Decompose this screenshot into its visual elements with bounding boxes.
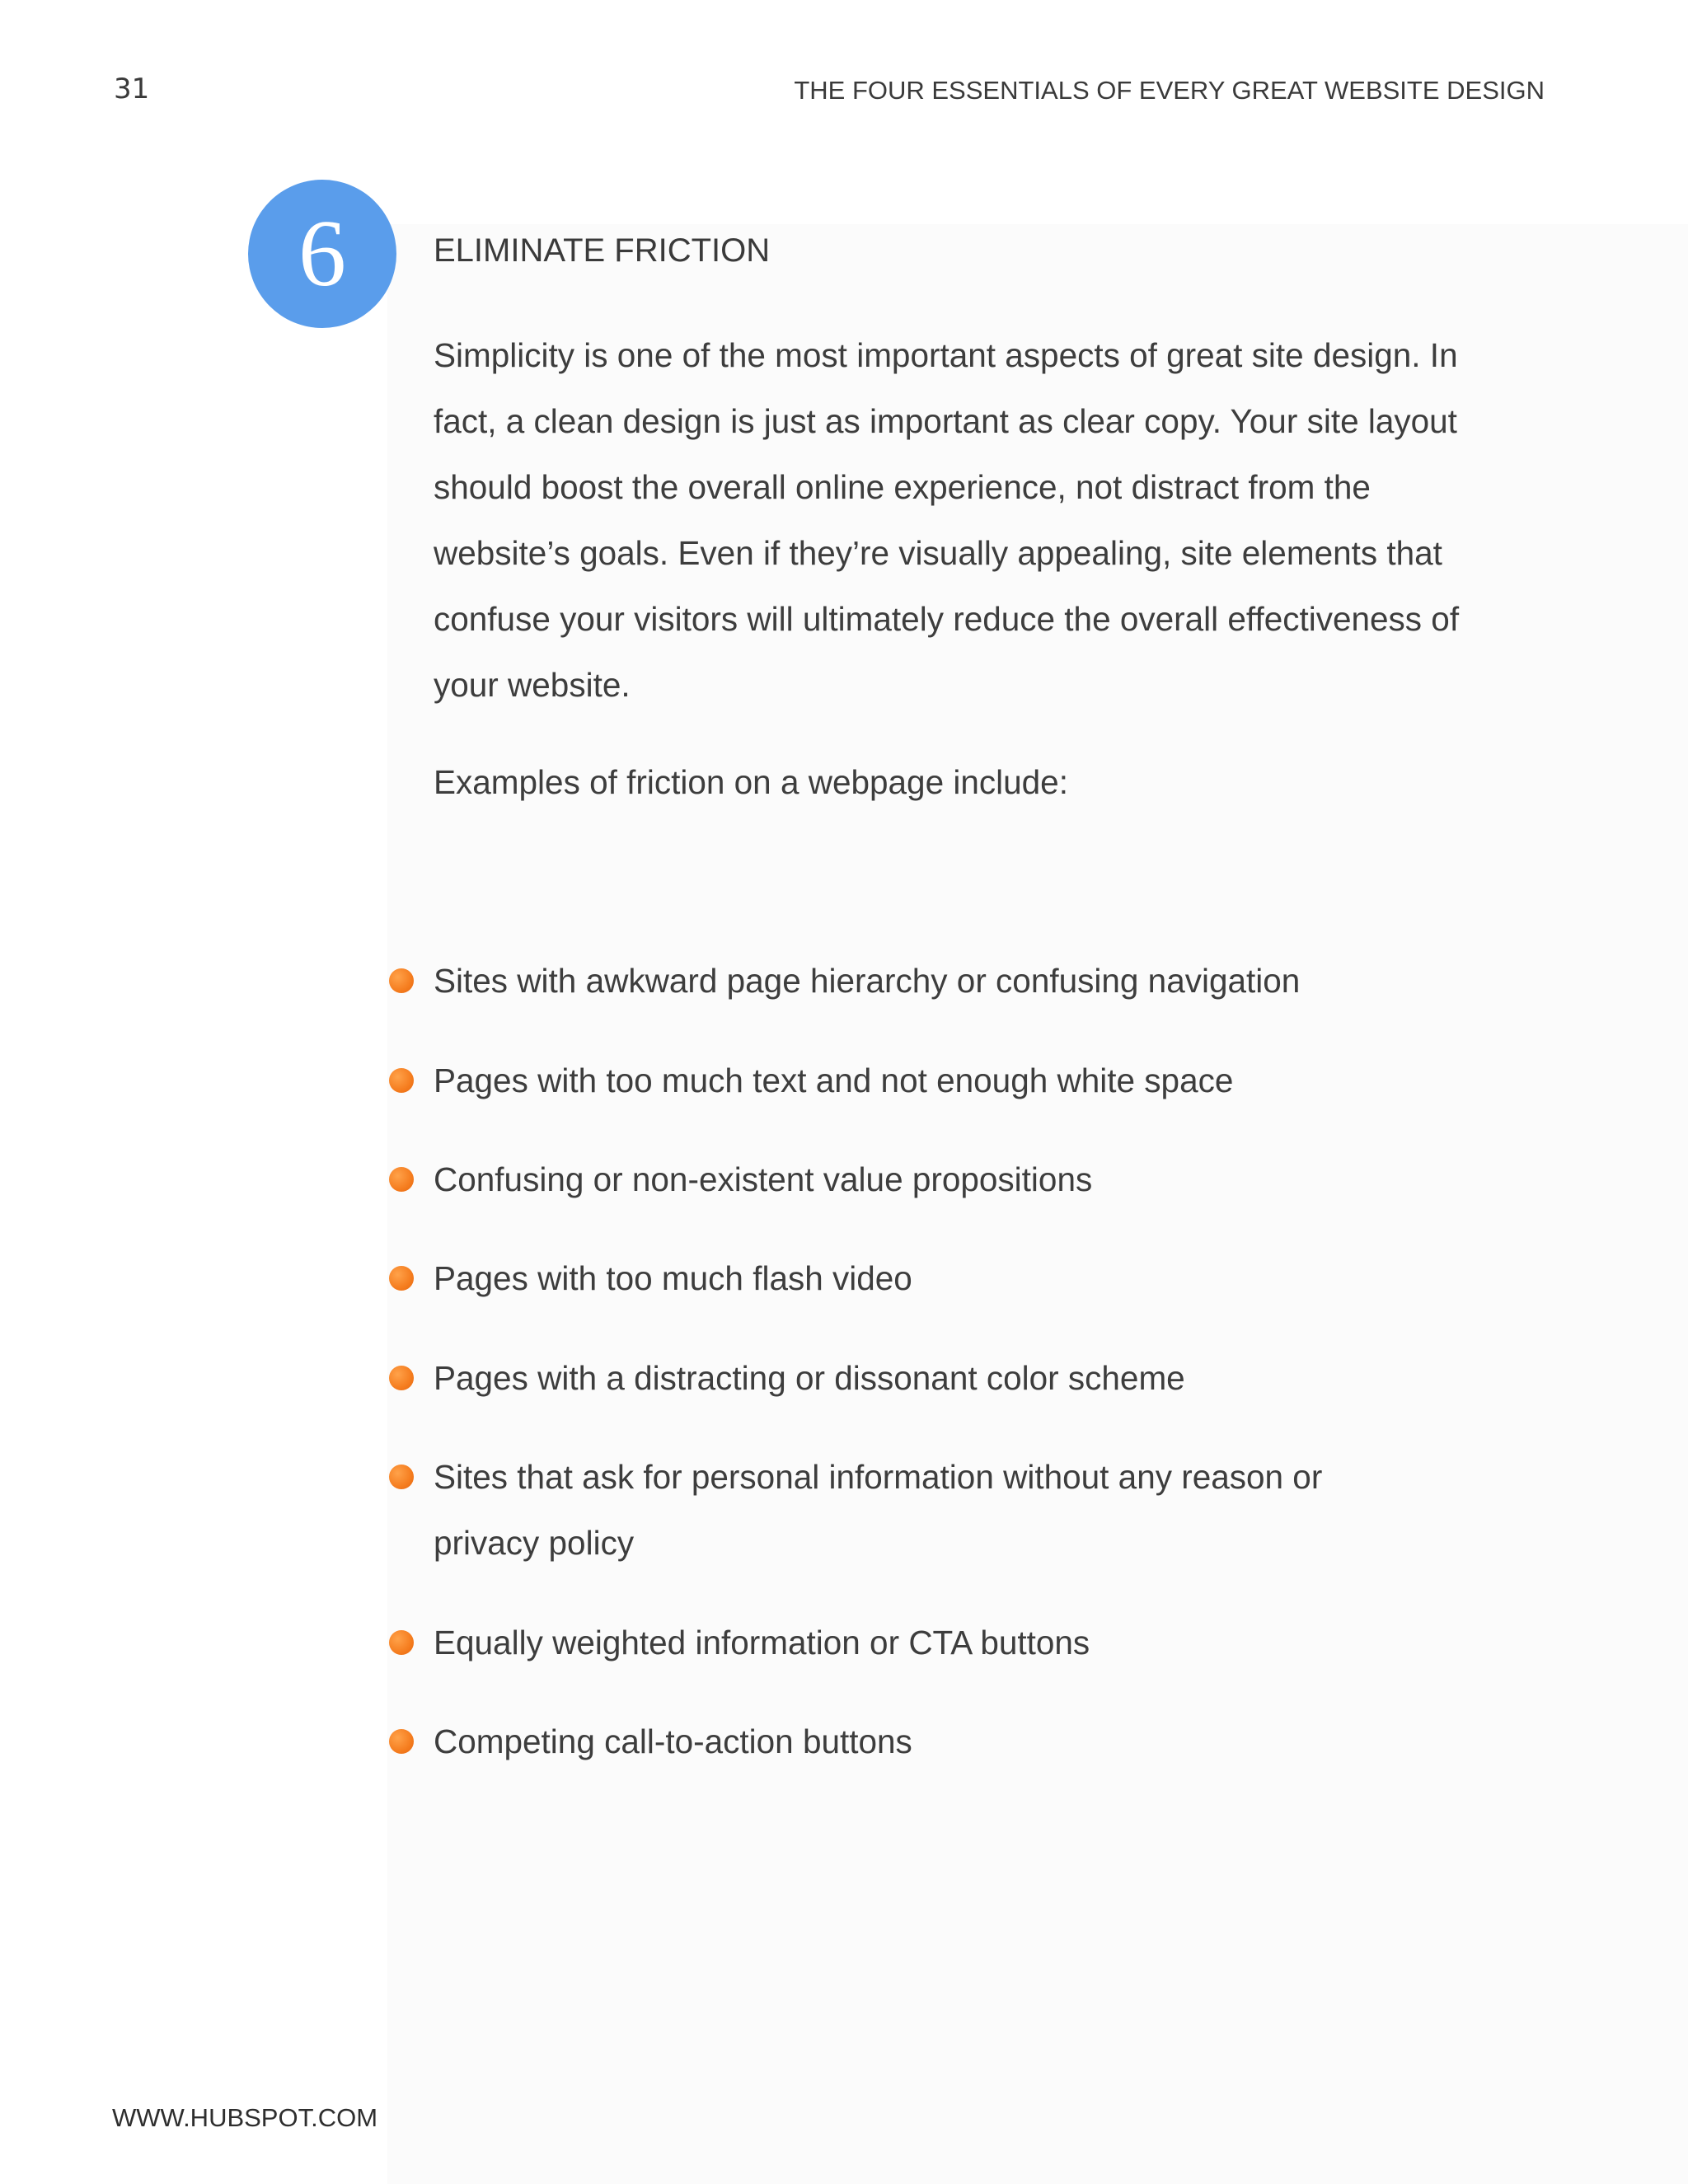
- bullet-dot-icon: [389, 1266, 414, 1291]
- bullet-dot-icon: [389, 1630, 414, 1655]
- list-item-text: Sites with awkward page hierarchy or confusing navigation: [434, 962, 1301, 1000]
- list-item: [434, 948, 1423, 1014]
- list-item-text: Pages with too much flash video: [434, 1259, 912, 1297]
- bullet-dot-icon: [389, 1068, 414, 1093]
- running-header: THE FOUR ESSENTIALS OF EVERY GREAT WEBSITE DESIGN: [794, 76, 1545, 105]
- list-item-text: Sites that ask for personal information without any reason or privacy policy: [434, 1458, 1323, 1562]
- list-intro: Examples of friction on a webpage include:: [434, 763, 1068, 801]
- body-paragraph: Simplicity is one of the most important aspects of great site design. In fact, a clean design is just as important as clear copy. Your site layout should boost the overall online experience, not distract from the website’s goals. Even if they’re visually appealing, site elements that confuse your visitors will ultimately reduce the overall effectiveness of your website.: [434, 336, 1460, 704]
- list-item: [434, 1047, 1423, 1113]
- list-item: [434, 1245, 1423, 1311]
- bullet-dot-icon: [389, 1729, 414, 1754]
- list-item: [434, 1444, 1406, 1576]
- list-item-text: Competing call-to-action buttons: [434, 1722, 912, 1760]
- bullet-dot-icon: [389, 1167, 414, 1192]
- list-item-text: Pages with a distracting or dissonant color scheme: [434, 1359, 1185, 1397]
- list-item: [434, 1610, 1423, 1675]
- bullet-dot-icon: [389, 1465, 414, 1489]
- list-item: [434, 1345, 1423, 1411]
- section-number-badge: 6: [248, 180, 396, 328]
- bullet-dot-icon: [389, 1366, 414, 1390]
- list-item: [434, 1146, 1423, 1212]
- bullet-dot-icon: [389, 968, 414, 993]
- list-item: [434, 1708, 1423, 1774]
- footer-url: WWW.HUBSPOT.COM: [112, 2103, 378, 2132]
- list-item-text: Confusing or non-existent value propositions: [434, 1160, 1093, 1198]
- section-title: ELIMINATE FRICTION: [434, 232, 771, 269]
- page-number: 31: [114, 73, 150, 105]
- list-item-text: Equally weighted information or CTA buttons: [434, 1624, 1090, 1661]
- list-item-text: Pages with too much text and not enough white space: [434, 1062, 1234, 1099]
